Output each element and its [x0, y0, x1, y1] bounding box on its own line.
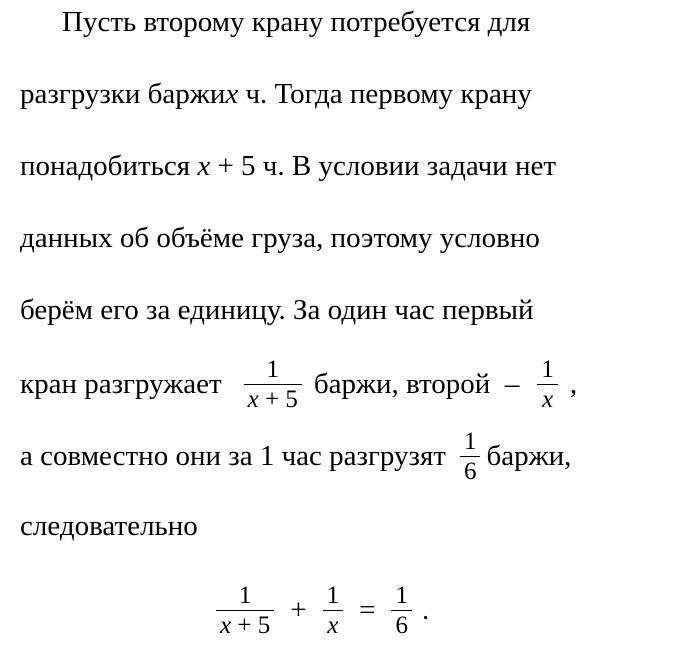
equation-fraction-1-over-x-plus-5 [216, 583, 274, 638]
line-text: , [569, 367, 578, 400]
equals-sign: = [359, 593, 376, 626]
text-line-1 [62, 2, 530, 42]
line-text: Пусть второму крану потребуется для [62, 5, 531, 38]
line-text: ч. Тогда первому крану [238, 77, 532, 110]
text-line-7 [20, 428, 571, 484]
text-line-2 [20, 74, 532, 114]
numerator: 1 [326, 581, 340, 609]
denominator: 6 [395, 611, 408, 639]
numerator: 1 [463, 427, 477, 455]
text-line-8 [20, 506, 198, 546]
equation-fraction-1-over-6 [391, 583, 412, 638]
text-line-3 [20, 146, 556, 186]
denominator: x [327, 611, 339, 639]
text-line-4 [20, 218, 540, 258]
variable-x: x [197, 149, 211, 182]
numerator: 1 [238, 581, 252, 609]
line-text: следовательно [20, 509, 198, 542]
numerator: 1 [395, 581, 408, 609]
denominator: x + 5 [247, 385, 298, 413]
denominator: 6 [463, 457, 477, 485]
line-text: баржи, [486, 439, 572, 472]
plus-sign: + [290, 593, 307, 626]
text-line-6 [20, 355, 578, 413]
numerator: 1 [266, 355, 279, 383]
line-text: а совместно они за 1 час разгрузят [20, 439, 446, 472]
fraction-1-over-x [537, 357, 558, 412]
line-text: кран разгружает [20, 367, 222, 400]
denominator: x [542, 385, 554, 413]
line-text: понадобиться [20, 149, 198, 182]
line-text: баржи, второй – [313, 367, 520, 400]
numerator: 1 [541, 355, 554, 383]
line-text: + 5 ч. В условии задачи нет [210, 149, 557, 182]
line-text: разгрузки баржи [20, 77, 226, 110]
variable-x: x [225, 77, 239, 110]
text-line-5 [20, 290, 534, 330]
fraction-1-over-6 [460, 429, 481, 484]
equation-period: . [421, 593, 430, 626]
line-text: берём его за единицу. За один час первый [20, 293, 534, 326]
line-text: данных об объёме груза, поэтому условно [20, 221, 540, 254]
equation [210, 580, 429, 640]
denominator: x + 5 [220, 611, 271, 639]
equation-fraction-1-over-x [323, 583, 344, 638]
fraction-1-over-x-plus-5 [244, 357, 302, 412]
